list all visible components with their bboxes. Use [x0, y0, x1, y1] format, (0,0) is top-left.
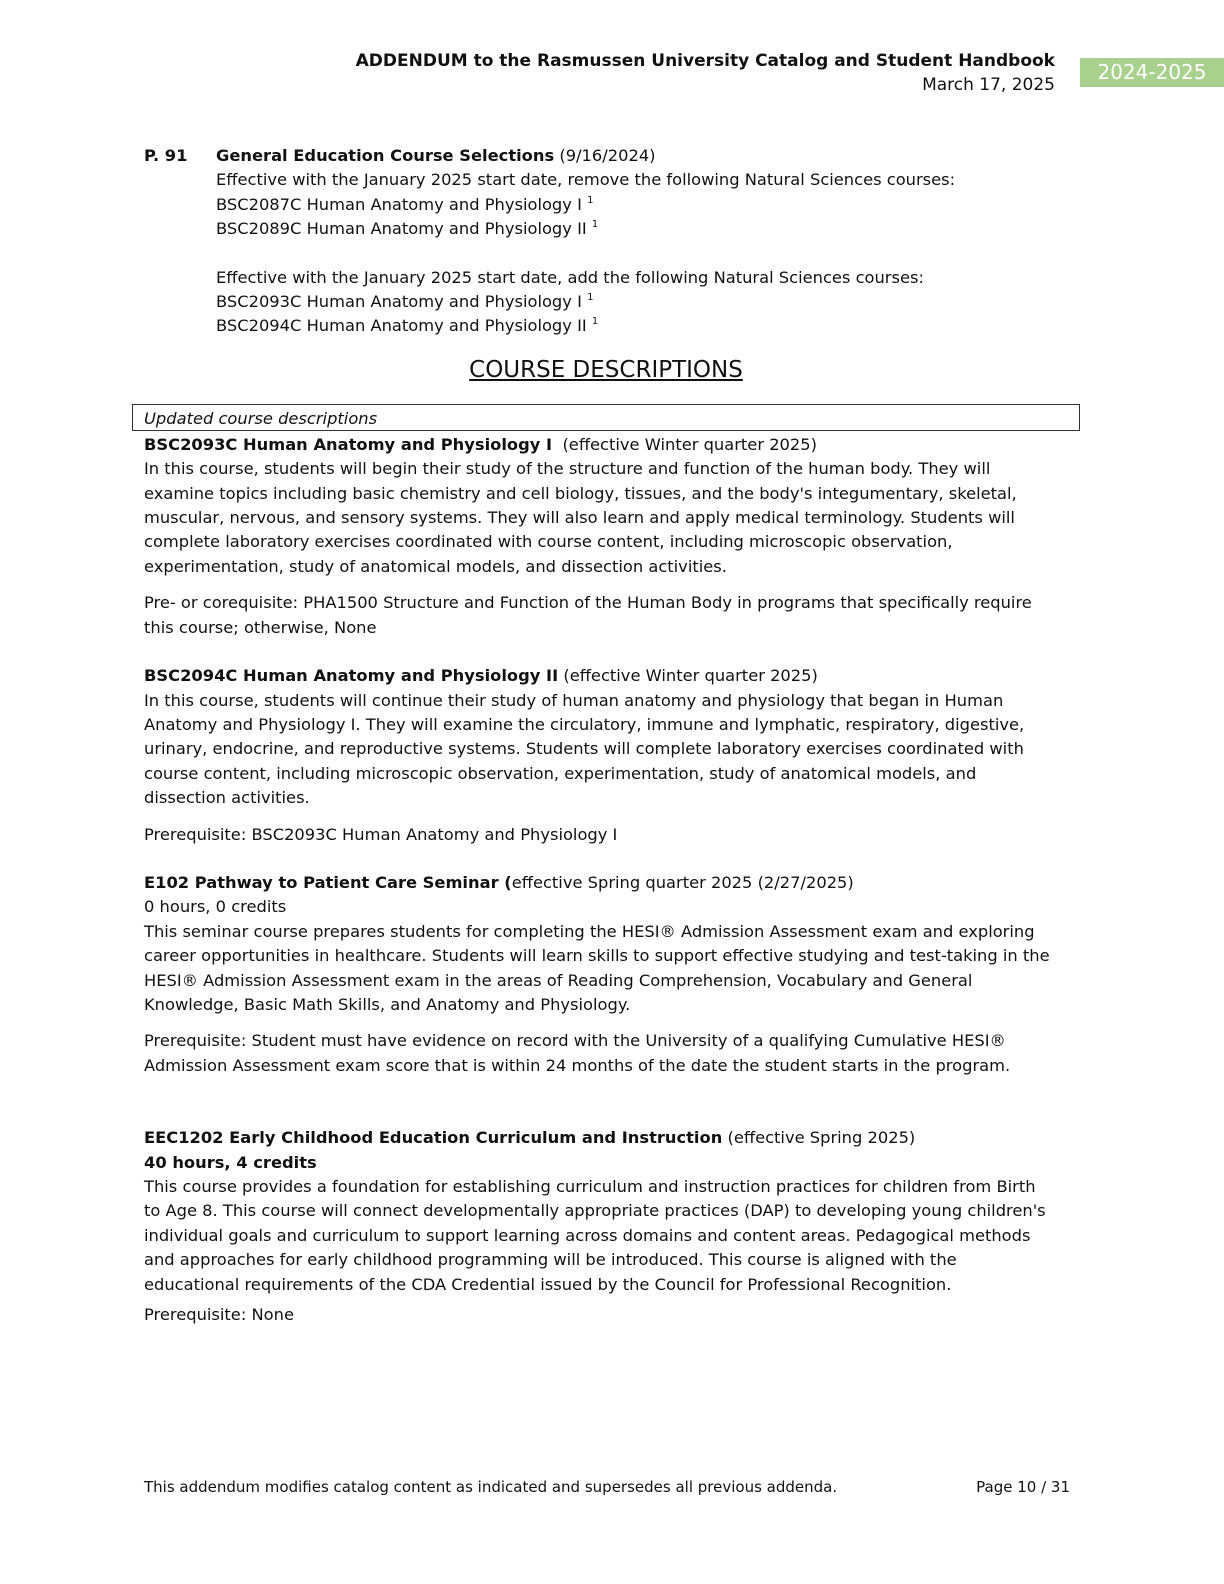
course-requisite: Prerequisite: None [144, 1305, 294, 1325]
year-badge: 2024-2025 [1080, 58, 1224, 87]
footnote-mark: 1 [587, 194, 594, 206]
add-item: BSC2094C Human Anatomy and Physiology II $^1$ [216, 316, 599, 336]
course-effective: effective Spring quarter 2025 (2/27/2025) [511, 872, 854, 892]
course-requisite: Pre- or corequisite: PHA1500 Structure and Function of the Human Body in programs that specifically require this course; otherwise, None [144, 593, 1032, 637]
course-title-line [144, 1126, 1084, 1150]
course-description: In this course, students will continue their study of human anatomy and physiology that began in Human Anatomy and Physiology I. They will examine the circulatory, immune and lymphatic, respiratory, digestive, urinary, endocrine, and reproductive systems. Students will complete laboratory exercises coordinated with course content, including microscopic observation, experimentation, study of anatomical models, and dissection activities. [144, 690, 1025, 808]
course-effective: (effective Winter quarter 2025) [563, 666, 818, 686]
course-effective: (effective Winter quarter 2025) [562, 434, 817, 454]
course-description: This seminar course prepares students for completing the HESI® Admission Assessment exam and exploring career opportunities in healthcare. Students will learn skills to support effective studying and test-taking in the HESI® Admission Assessment exam in the areas of Reading Comprehension, Vocabulary and General Knowledge, Basic Math Skills, and Anatomy and Physiology. [144, 921, 1050, 1014]
course-title: BSC2094C Human Anatomy and Physiology II [144, 666, 559, 686]
course-title-line [144, 664, 1084, 688]
course-entry [144, 1126, 1084, 1327]
add-intro: Effective with the January 2025 start date, add the following Natural Sciences courses: [216, 267, 924, 287]
course-title-line [144, 871, 1084, 895]
course-description: This course provides a foundation for establishing curriculum and instruction practices for children from Birth to Age 8. This course will connect developmentally appropriate practices (DAP) to developing young children's individual goals and curriculum to support learning across domains and content areas. Pedagogical methods and approaches for early childhood programming will be introduced. This course is aligned with the educational requirements of the CDA Credential issued by the Council for Professional Recognition. [144, 1177, 1046, 1294]
page-header [356, 49, 1055, 97]
course-title: EEC1202 Early Childhood Education Curriculum and Instruction [144, 1128, 723, 1148]
course-entry [144, 871, 1084, 1078]
header-date: March 17, 2025 [922, 75, 1055, 95]
add-item: BSC2093C Human Anatomy and Physiology I $^1$ [216, 292, 594, 312]
main-content [144, 144, 1084, 1327]
footer-note: This addendum modifies catalog content as indicated and supersedes all previous addenda. [144, 1478, 838, 1496]
gen-ed-heading: General Education Course Selections [216, 146, 555, 165]
footnote-mark: 1 [587, 292, 594, 304]
course-effective: (effective Spring 2025) [727, 1128, 916, 1148]
course-hours: 0 hours, 0 credits [144, 897, 287, 917]
section-title: COURSE DESCRIPTIONS [469, 356, 743, 383]
remove-item: BSC2089C Human Anatomy and Physiology II $^1$ [216, 219, 599, 239]
header-title: ADDENDUM to the Rasmussen University Catalog and Student Handbook [355, 51, 1055, 71]
footnote-mark: 1 [591, 316, 599, 328]
remove-intro: Effective with the January 2025 start date, remove the following Natural Sciences courses: [216, 170, 956, 190]
course-hours: 40 hours, 4 credits [144, 1152, 317, 1172]
course-requisite: Prerequisite: Student must have evidence on record with the University of a qualifying Cumulative HESI® Admission Assessment exam score that is within 24 months of the date the student starts in the program. [144, 1031, 1011, 1075]
gen-ed-section [144, 144, 1084, 339]
course-entry [144, 433, 1084, 640]
course-requisite: Prerequisite: BSC2093C Human Anatomy and Physiology I [144, 824, 618, 844]
updated-descriptions-note: Updated course descriptions [132, 404, 1080, 431]
page-number: Page 10 / 31 [976, 1478, 1070, 1496]
course-title-line [144, 433, 1084, 457]
gen-ed-heading-line [216, 144, 1084, 168]
course-description: In this course, students will begin their study of the structure and function of the human body. They will examine topics including basic chemistry and cell biology, tissues, and the body's integumentary, skeletal, muscular, nervous, and sensory systems. They will also learn and apply medical terminology. Students will complete laboratory exercises coordinated with course content, including microscopic observation, experimentation, study of anatomical models, and dissection activities. [144, 459, 1017, 576]
course-title: E102 Pathway to Patient Care Seminar ( [144, 872, 512, 892]
course-title: BSC2093C Human Anatomy and Physiology I [144, 434, 553, 454]
gen-ed-heading-date: (9/16/2024) [559, 146, 656, 165]
page-reference: P. 91 [144, 146, 188, 165]
footnote-mark: 1 [591, 219, 599, 231]
course-entry [144, 664, 1084, 847]
remove-item: BSC2087C Human Anatomy and Physiology I $^1$ [216, 194, 594, 214]
